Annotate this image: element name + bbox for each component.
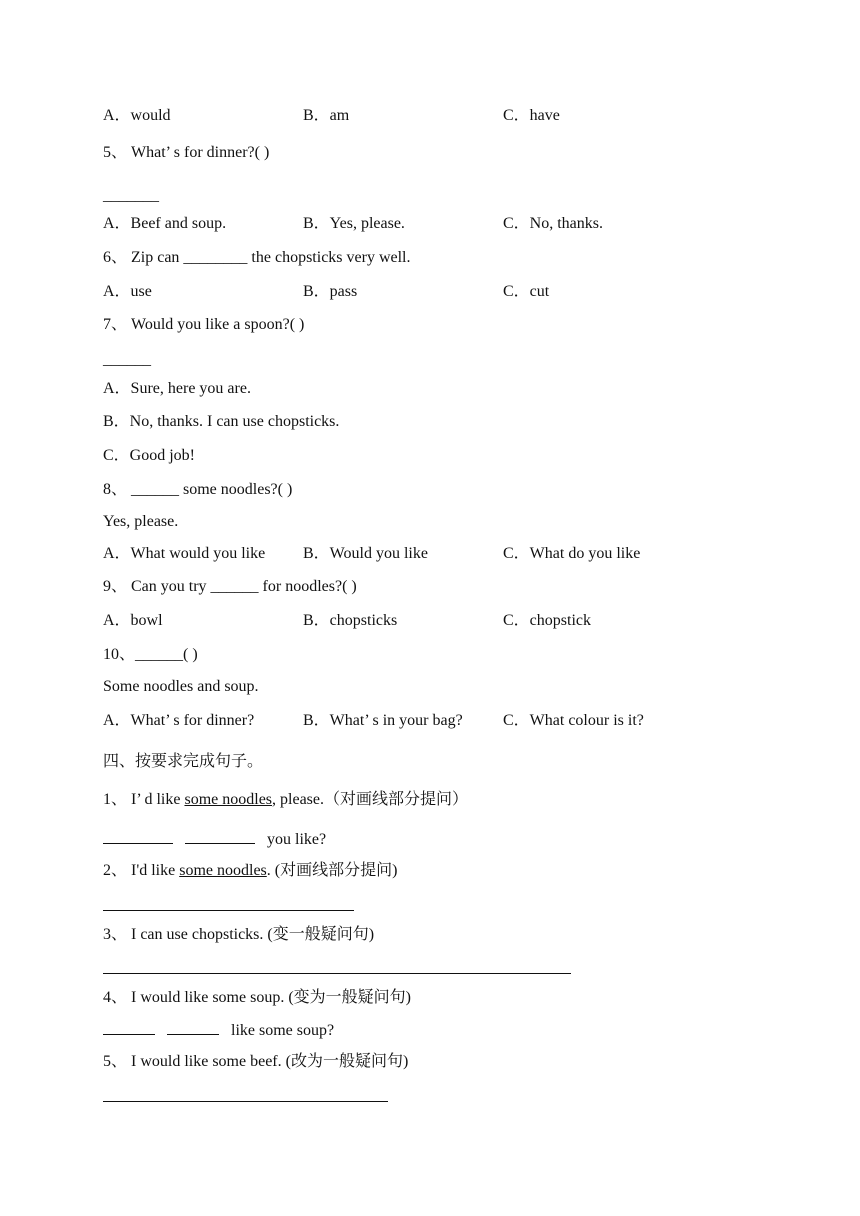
s4-item2-underlined: some noodles — [179, 862, 267, 879]
answer-blank — [185, 842, 255, 844]
q4-option-c: C．have — [503, 107, 560, 124]
q4-option-b: B．am — [303, 107, 350, 124]
q10-option-a: A．What’ s for dinner? — [103, 712, 255, 729]
q7-option-b: B．No, thanks. I can use chopsticks. — [103, 413, 340, 430]
s4-item4-answer-line — [103, 1023, 334, 1039]
q10-answer: Some noodles and soup. — [103, 678, 259, 695]
q8-option-a: A．What would you like — [103, 545, 266, 562]
q8-question: 8、 ______ some noodles?( ) — [103, 481, 293, 498]
q7-option-a: A．Sure, here you are. — [103, 380, 251, 397]
q8-option-b: B．Would you like — [303, 545, 428, 562]
section-4-heading: 四、按要求完成句子。 — [103, 753, 264, 770]
q10-option-c: C．What colour is it? — [503, 712, 644, 729]
q4-option-a: A．would — [103, 107, 171, 124]
q5-option-c: C．No, thanks. — [503, 215, 604, 232]
s4-item2-sentence — [103, 863, 397, 879]
q8-option-c: C．What do you like — [503, 545, 641, 562]
s4-item1-answer-tail: you like? — [267, 831, 327, 848]
s4-item2-answer-rule — [103, 910, 354, 911]
q10-question: 10、______( ) — [103, 646, 198, 663]
q7-answer-blank: ______ — [103, 351, 151, 368]
q9-option-c: C．chopstick — [503, 612, 591, 629]
s4-item4-answer-tail: like some soup? — [231, 1022, 335, 1039]
q6-option-a: A．use — [103, 283, 152, 300]
s4-item1-answer-line — [103, 832, 326, 848]
q8-answer: Yes, please. — [103, 513, 179, 530]
s4-item3-answer-rule — [103, 973, 571, 974]
q5-answer-blank: _______ — [103, 187, 159, 204]
s4-item2-suffix: . (对画线部分提问) — [266, 862, 398, 879]
q7-option-c: C．Good job! — [103, 447, 196, 464]
s4-item3-sentence: 3、 I can use chopsticks. (变一般疑问句) — [103, 926, 375, 943]
s4-item2-prefix: 2、 I'd like — [103, 862, 180, 879]
s4-item5-sentence: 5、 I would like some beef. (改为一般疑问句) — [103, 1053, 409, 1070]
answer-blank — [103, 842, 173, 844]
s4-item4-sentence: 4、 I would like some soup. (变为一般疑问句) — [103, 989, 411, 1006]
answer-blank — [103, 1033, 155, 1035]
s4-item1-suffix: , please.（对画线部分提问） — [272, 791, 468, 808]
q9-option-b: B．chopsticks — [303, 612, 398, 629]
q10-option-b: B．What’ s in your bag? — [303, 712, 463, 729]
s4-item1-underlined: some noodles — [184, 791, 273, 808]
q6-option-c: C．cut — [503, 283, 550, 300]
q6-question: 6、 Zip can ________ the chopsticks very well. — [103, 249, 411, 266]
q6-option-b: B．pass — [303, 283, 358, 300]
q5-question: 5、 What’ s for dinner?( ) — [103, 144, 270, 161]
q9-question: 9、 Can you try ______ for noodles?( ) — [103, 578, 357, 595]
answer-blank — [167, 1033, 219, 1035]
q7-question: 7、 Would you like a spoon?( ) — [103, 316, 305, 333]
s4-item1-sentence — [103, 792, 468, 808]
q5-option-a: A．Beef and soup. — [103, 215, 227, 232]
q9-option-a: A．bowl — [103, 612, 163, 629]
s4-item1-prefix: 1、 I’ d like — [103, 791, 185, 808]
q5-option-b: B．Yes, please. — [303, 215, 405, 232]
s4-item5-answer-rule — [103, 1101, 388, 1102]
